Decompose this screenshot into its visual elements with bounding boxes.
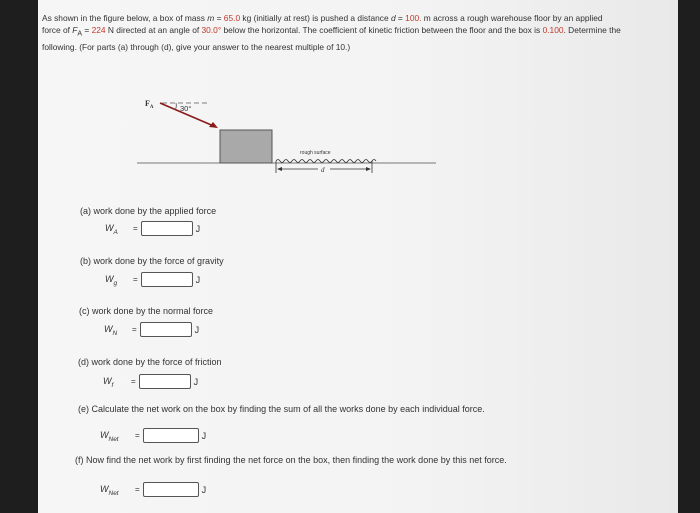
part-d-answer-input[interactable] <box>139 374 191 389</box>
part-e-symbol: $W_{Net}$ <box>100 429 119 443</box>
distance-label: d <box>321 166 325 174</box>
part-c-unit: J <box>194 324 200 335</box>
angle-value: 30.0° <box>201 25 222 35</box>
part-e-answer-input[interactable] <box>143 428 199 443</box>
box <box>220 130 272 163</box>
part-d-symbol: $W_f$ <box>103 375 114 389</box>
force-label: $F_A$ <box>145 99 154 110</box>
part-c-label: (c) work done by the normal force <box>79 306 214 316</box>
rough-surface-texture <box>276 160 376 163</box>
part-c-symbol: $W_N$ <box>104 323 118 337</box>
part-b-unit: J <box>195 274 201 285</box>
part-e-answer-row: $W_{Net} = J$ <box>100 429 207 443</box>
part-b-answer-row: $W_g = J$ <box>105 273 201 287</box>
distance-arrowhead-right <box>366 167 371 171</box>
problem-statement: As shown in the figure below, a box of mass m = 65.0 kg (initially at rest) is pushed a distance d = 100. m across a rough warehouse floor by an applied force of $F_A = 224$ N directed at an angle of 30.0° below the horizontal. The coefficient of kinetic friction between the floor and the box is 0.100. Determine the following. (For parts (a) through (d), give your answer to the nearest multiple of 10.) <box>42 13 621 52</box>
part-c-answer-row: $W_N = J$ <box>104 323 200 337</box>
friction-coefficient-value: 0.100 <box>542 25 564 35</box>
part-f-unit: J <box>201 484 207 495</box>
part-b-label: (b) work done by the force of gravity <box>80 256 224 266</box>
part-f-label: (f) Now find the net work by first finding the net force on the box, then finding the work done by this net force. <box>75 455 507 465</box>
mass-value: 65.0 <box>223 13 241 23</box>
part-e-unit: J <box>201 430 207 441</box>
angle-arc <box>175 103 176 110</box>
problem-diagram <box>100 95 440 180</box>
part-d-answer-row: $W_f = J$ <box>103 375 199 389</box>
part-b-symbol: $W_g$ <box>105 273 118 287</box>
part-a-symbol: $W_A$ <box>105 222 118 236</box>
part-d-label: (d) work done by the force of friction <box>78 357 222 367</box>
part-f-answer-row: $W_{Net} = J$ <box>100 483 207 497</box>
angle-label: 30° <box>180 104 192 113</box>
part-f-symbol: $W_{Net}$ <box>100 483 119 497</box>
part-a-answer-input[interactable] <box>141 221 193 236</box>
force-value: 224 <box>91 25 106 35</box>
part-a-unit: J <box>195 223 201 234</box>
part-b-answer-input[interactable] <box>141 272 193 287</box>
part-f-answer-input[interactable] <box>143 482 199 497</box>
part-e-label: (e) Calculate the net work on the box by finding the sum of all the works done by each individual force. <box>78 404 485 414</box>
part-a-label: (a) work done by the applied force <box>80 206 217 216</box>
part-a-answer-row: $W_A = J$ <box>105 222 201 236</box>
part-d-unit: J <box>193 376 199 387</box>
rough-surface-label: rough surface <box>300 150 331 156</box>
distance-value: 100. <box>405 13 422 23</box>
part-c-answer-input[interactable] <box>140 322 192 337</box>
distance-arrowhead-left <box>277 167 282 171</box>
